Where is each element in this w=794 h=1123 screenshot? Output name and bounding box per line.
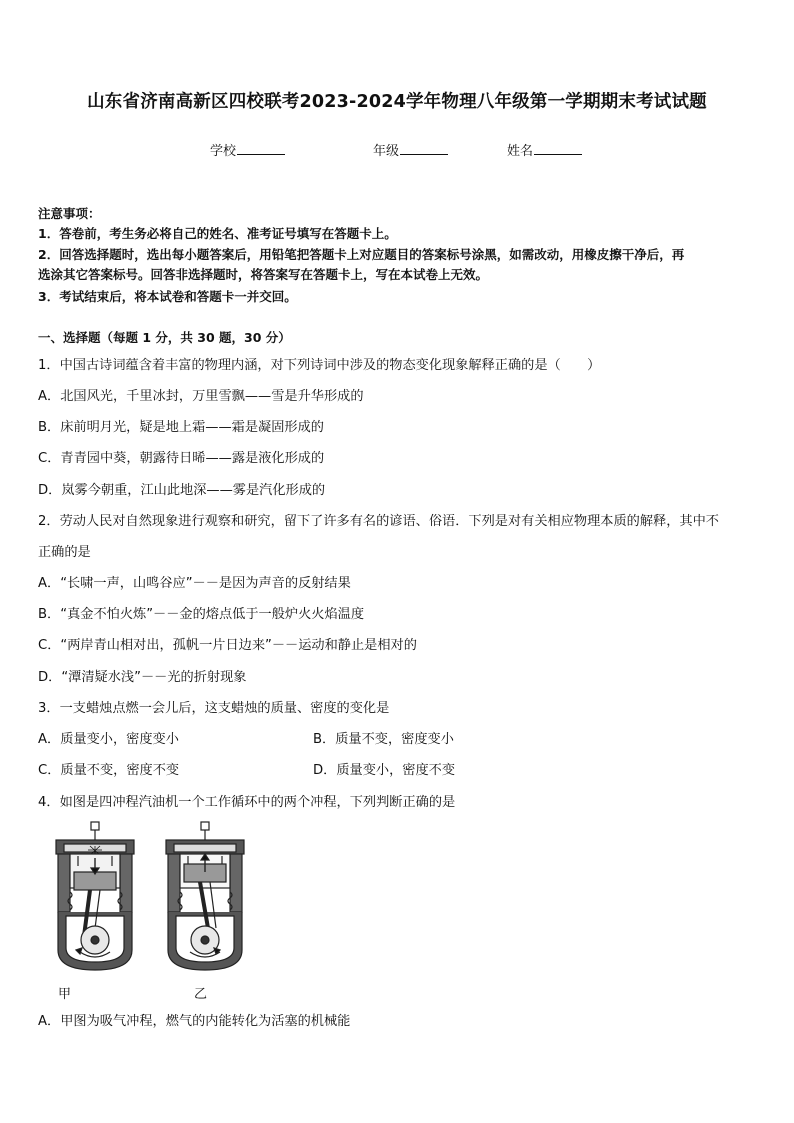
section-heading: 一、选择题（每题 1 分，共 30 题，30 分） (38, 330, 291, 345)
q1-option-b: B．床前明月光，疑是地上霜——霜是凝固形成的 (38, 420, 324, 435)
school-label: 学校 (210, 144, 237, 159)
q3-option-b: B．质量不变，密度变小 (313, 732, 454, 747)
grade-label: 年级 (373, 144, 400, 159)
notice-item-2-cont: 选涂其它答案标号。回答非选择题时，将答案写在答题卡上，写在本试卷上无效。 (38, 267, 489, 282)
q3-option-c: C．质量不变，密度不变 (38, 763, 180, 778)
q2-option-a: A．“长啸一声，山鸣谷应”－－是因为声音的反射结果 (38, 576, 351, 591)
q3-option-a: A．质量变小，密度变小 (38, 732, 179, 747)
name-blank (534, 142, 582, 155)
q4-stem: 4．如图是四冲程汽油机一个工作循环中的两个冲程，下列判断正确的是 (38, 795, 456, 810)
q1-option-d: D．岚雾今朝重，江山此地深——雾是汽化形成的 (38, 483, 326, 498)
q2-stem-line2: 正确的是 (38, 545, 91, 560)
notice-item-1: 1．答卷前，考生务必将自己的姓名、准考证号填写在答题卡上。 (38, 226, 397, 241)
engine-figure-yi (160, 820, 250, 978)
q2-option-c: C．“两岸青山相对出，孤帆一片日边来”－－运动和静止是相对的 (38, 638, 417, 653)
q1-stem: 1．中国古诗词蕴含着丰富的物理内涵，对下列诗词中涉及的物态变化现象解释正确的是（ ） (38, 358, 601, 373)
q1-option-a: A．北国风光，千里冰封，万里雪飘——雪是升华形成的 (38, 389, 364, 404)
q3-option-d: D．质量变小，密度不变 (313, 763, 456, 778)
school-field (210, 140, 285, 159)
engine-figure-jia (50, 820, 140, 978)
grade-blank (400, 142, 448, 155)
fig-label-yi: 乙 (194, 987, 208, 1002)
q1-option-c: C．青青园中葵，朝露待日晞——露是液化形成的 (38, 451, 325, 466)
name-label: 姓名 (507, 144, 534, 159)
school-blank (237, 142, 285, 155)
q2-stem-line1: 2．劳动人民对自然现象进行观察和研究，留下了许多有名的谚语、俗语．下列是对有关相应物理本质的解释，其中不 (38, 514, 719, 529)
q3-stem: 3．一支蜡烛点燃一会儿后，这支蜡烛的质量、密度的变化是 (38, 701, 390, 716)
q2-option-b: B．“真金不怕火炼”－－金的熔点低于一般炉火火焰温度 (38, 607, 365, 622)
grade-field (373, 140, 448, 159)
q4-option-a: A．甲图为吸气冲程，燃气的内能转化为活塞的机械能 (38, 1014, 351, 1029)
notice-item-3: 3．考试结束后，将本试卷和答题卡一并交回。 (38, 289, 297, 304)
notice-heading: 注意事项： (38, 206, 101, 221)
notice-item-2: 2．回答选择题时，选出每小题答案后，用铅笔把答题卡上对应题目的答案标号涂黑，如需改动，用橡皮擦干净后，再 (38, 247, 685, 262)
q2-option-d: D．“潭清疑水浅”－－光的折射现象 (38, 670, 247, 685)
name-field (507, 140, 582, 159)
fig-label-jia: 甲 (58, 987, 72, 1002)
page-title: 山东省济南高新区四校联考2023-2024学年物理八年级第一学期期末考试试题 (87, 92, 707, 112)
